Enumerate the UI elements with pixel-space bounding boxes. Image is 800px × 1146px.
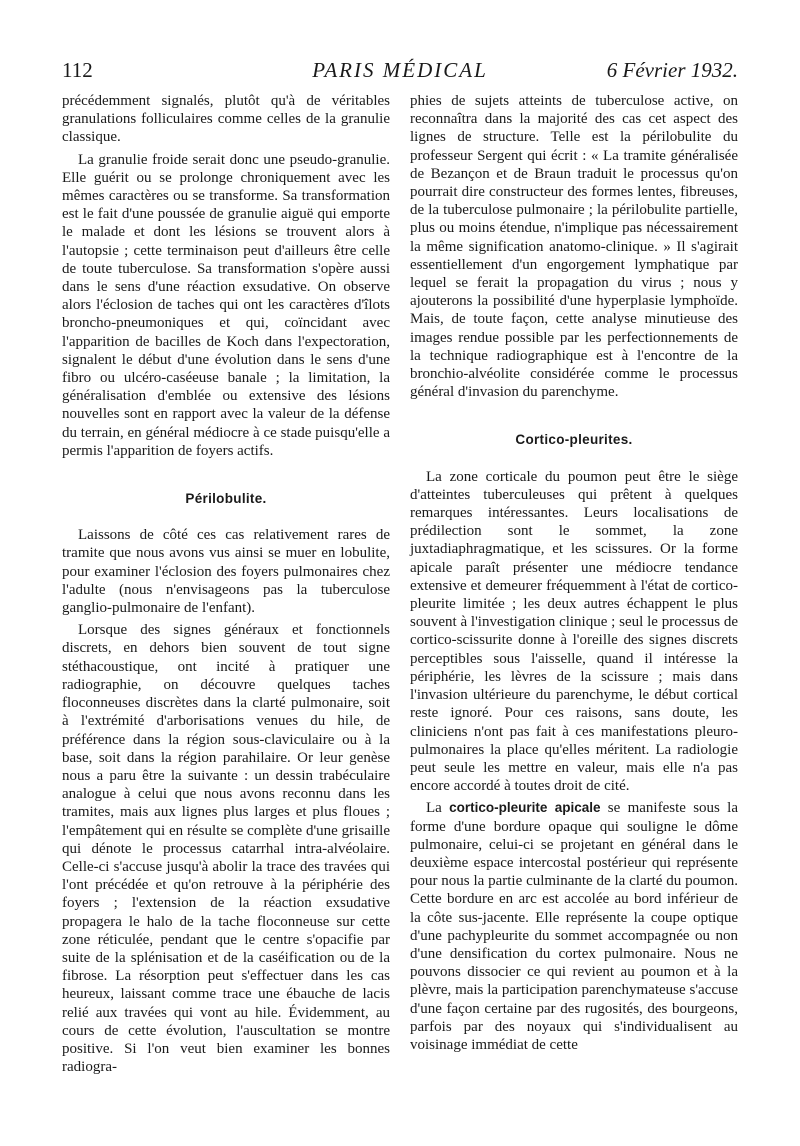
left-column [62,92,390,1076]
journal-title: PARIS MÉDICAL [312,58,488,82]
issue-date: 6 Février 1932. [606,58,738,82]
paragraph: phies de sujets atteints de tuberculose active, on reconnaîtra dans la majorité des cas cet aspect des lignes de structure. Telle est la périlobulite du professeur Sergent qui écrit : « La tramite généralisée de Bezançon et de Braun traduit le processus qu'on pourrait dire constructeur des formes lentes, fibreuses, de la tuberculose pulmonaire ; la périlobulite partielle, plus ou moins étendue, n'implique pas nécessairement la même signification anatomo-clinique. » Il s'agirait essentiellement d'un engorgement lymphatique par lequel se ferait la propagation du virus ; nous y ajouterons la possibilité d'une hyperplasie lymphoïde. Mais, de toute façon, cette analyse minutieuse des images rendue possible par les perfectionnements de la technique radiographique est à l'encontre de la bronchio-alvéolite considérée comme le processus général d'invasion du parenchyme. [410,93,738,401]
paragraph [410,799,738,1054]
paragraph: Laissons de côté ces cas relativement rares de tramite que nous avons vus ainsi se muer en lobulite, pour examiner l'éclosion des foyers pulmonaires chez l'adulte (nous n'envisageons pas la tuberculose ganglio-pulmonaire de l'enfant). [62,527,390,617]
right-column [410,92,738,1054]
section-heading-perilobulite: Périlobulite. [185,491,267,507]
section-heading-cortico-pleurites: Cortico-pleurites. [515,432,633,448]
page-number: 112 [62,58,93,82]
running-header [62,58,738,84]
paragraph-lead: La [426,800,450,817]
paragraph: précédemment signalés, plutôt qu'à de véritables granulations folliculaires comme celles de la granulie classique. [62,93,390,146]
paragraph-text: se manifeste sous la forme d'une bordure opaque qui souligne le dôme pulmonaire, celui-ci se projetant en général dans le deuxième espace intercostal postérieur qui représente pour nous la partie culminante de la clarté du poumon. Cette bordure en arc est accolée au bord inférieur de la côte sus-jacente. Elle représente la coupe optique d'une pachypleurite du sommet accompagnée ou non d'une densification du cortex pulmonaire. Nous ne pouvons dissocier ce qui revient au poumon et à la plèvre, mais la participation parenchymateuse s'accuse d'une façon certaine par des rugosités, des bourgeons, parfois par des noyaux qui s'individualisent au voisinage immédiat de cette [410,800,738,1053]
paragraph: La zone corticale du poumon peut être le siège d'atteintes tuberculeuses qui prêtent à quelques remarques intéressantes. Leurs localisations de prédilection sont le sommet, la zone juxtadiaphragmatique, et les scissures. Or la forme apicale paraît présenter une médiocre tendance extensive et demeurer fréquemment à l'état de cortico-pleurite limitée ; les deux autres échappent le plus souvent à l'investigation clinique ; seul le processus de cortico-scissurite donne à l'oreille des signes discrets perceptibles sous l'aisselle, quand il intéresse la périphérie, les lèvres de la scissure ; mais dans l'invasion ultérieure du parenchyme, le début cortical reste ignoré. Pour ces raisons, sans doute, les cliniciens n'ont pas fait à ces manifestations pleuro-pulmonaires la place qu'elles méritent. La radiologie peut seule les mettre en valeur, mais elle n'a pas encore accordé à toutes droit de cité. [410,468,738,795]
paragraph: La granulie froide serait donc une pseudo-granulie. Elle guérit ou se prolonge chroniquement avec les mêmes caractères ou se transforme. Sa transformation est le fait d'une poussée de granulie aiguë qui emporte le malade et dont les lésions se trouvent alors à l'autopsie ; cette terminaison peut d'ailleurs être celle de toute tuberculose. Sa transformation s'opère aussi dans le sens d'une réaction exsudative. On observe alors l'éclosion de taches qui ont les caractères d'îlots broncho-pneumoniques et qui, coïncidant avec l'apparition de bacilles de Koch dans l'expectoration, signalent le début d'une évolution dans le sens d'une fibro ou ulcéro-caséeuse banale ; la limitation, la généralisation d'emblée ou extensive des lésions nouvelles sont en rapport avec la valeur de la défense du terrain, en général médiocre à ce stade puisqu'elle a permis l'apparition de foyers actifs. [62,151,390,459]
paragraph: Lorsque des signes généraux et fonctionnels discrets, en dehors bien souvent de tout signe stéthacoustique, ont incité à pratiquer une radiographie, on découvre quelques taches floconneuses discrètes dans la clarté pulmonaire, soit à l'extrémité d'arborisations venues du hile, de préférence dans la région sous-claviculaire ou à la base, soit dans la région parahilaire. Or leur genèse nous a paru être la suivante : un dessin trabéculaire analogue à celui que nous avons reconnu dans les tramites, mais aux lignes plus larges et plus floues ; l'empâtement qui en résulte se complète d'une grisaille qui dénote le processus catarrhal intra-alvéolaire. Celle-ci s'accuse jusqu'à abolir la trace des travées qui l'ont précédée et qu'on retrouve à la périphérie des foyers ; l'extension de la réaction exsudative propagera le halo de la tache floconneuse sur cette zone réticulée, pendant que le centre s'opacifie par suite de la splénisation et de la caséification ou de la fibrose. La résorption peut s'effectuer dans les cas heureux, laissant comme trace une ébauche de lacis relié aux travées qui vont au hile. Évidemment, au cours de cette évolution, l'auscultation se montre positive. Si l'on veut bien examiner les bonnes radiogra- [62,622,390,1076]
key-term: cortico-pleurite apicale [449,800,601,816]
